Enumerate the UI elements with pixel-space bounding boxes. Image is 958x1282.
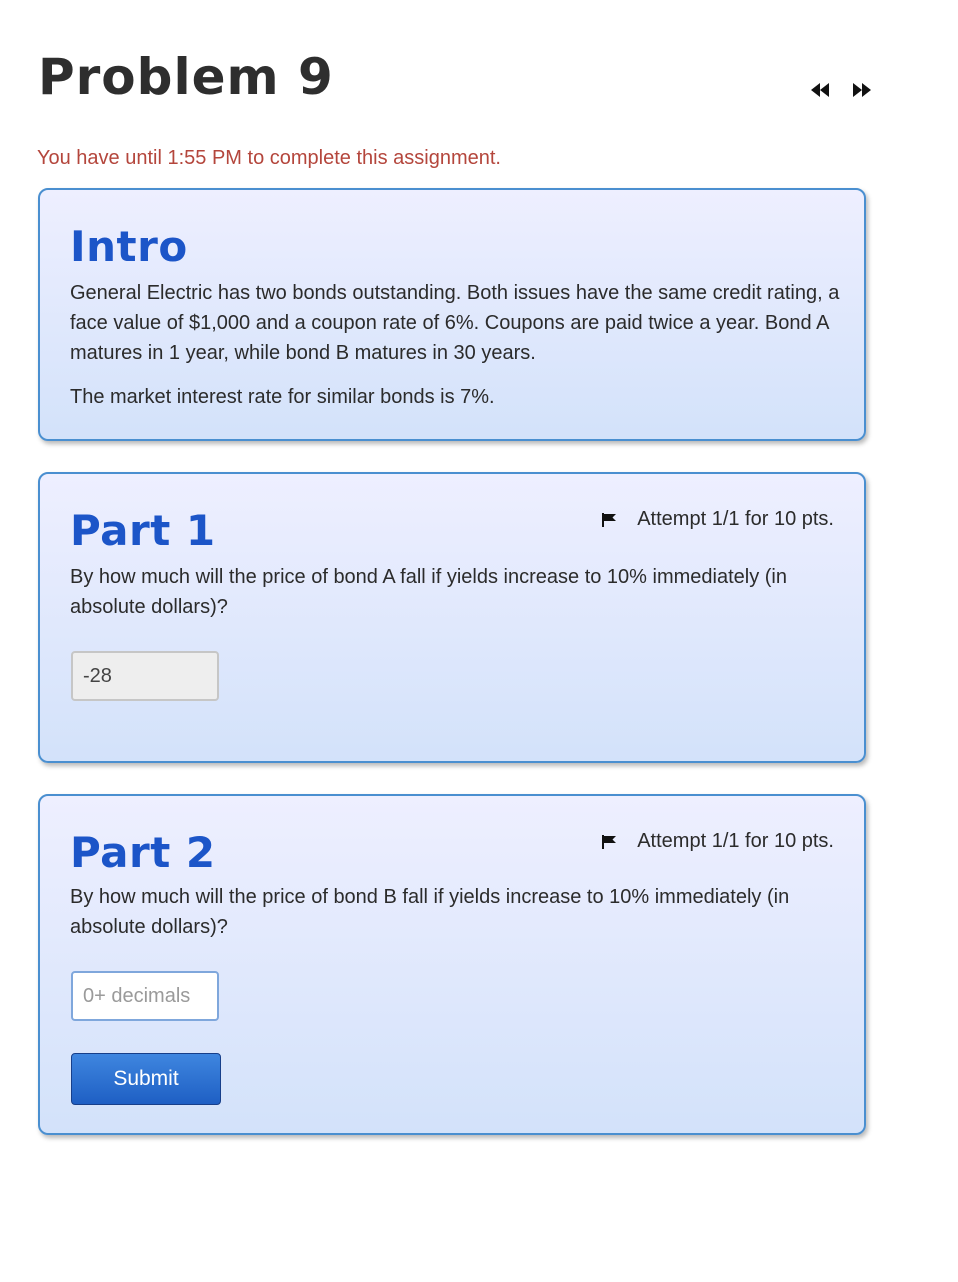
intro-paragraph: General Electric has two bonds outstanding. Both issues have the same credit rating, a face value of $1,000 and a coupon rate of 6%. Coupons are paid twice a year. Bond A matures in 1 year, while bond B matures in 30 years. <box>70 282 840 364</box>
part1-card <box>38 472 866 763</box>
deadline-notice: You have until 1:55 PM to complete this assignment. <box>37 147 501 169</box>
part2-question: By how much will the price of bond B fall if yields increase to 10% immediately (in absolute dollars)? <box>70 886 790 938</box>
flag-icon[interactable] <box>601 834 617 850</box>
rewind-icon[interactable] <box>810 82 830 98</box>
intro-market-rate: The market interest rate for similar bonds is 7%. <box>70 386 495 408</box>
part2-card <box>38 794 866 1135</box>
problem-navigation <box>810 82 872 98</box>
page-title: Problem 9 <box>38 48 334 106</box>
fast-forward-icon[interactable] <box>852 82 872 98</box>
intro-card <box>38 188 866 441</box>
part1-attempt-info <box>601 508 834 531</box>
part2-heading: Part 2 <box>70 828 216 877</box>
part1-heading: Part 1 <box>70 506 216 555</box>
part1-question: By how much will the price of bond A fall if yields increase to 10% immediately (in absolute dollars)? <box>70 566 788 618</box>
part1-answer-field: -28 <box>71 651 219 701</box>
submit-button[interactable]: Submit <box>71 1053 221 1105</box>
intro-heading: Intro <box>70 222 188 271</box>
part2-answer-input[interactable] <box>71 971 219 1021</box>
part1-attempt-label: Attempt 1/1 for 10 pts. <box>637 508 834 530</box>
flag-icon[interactable] <box>601 512 617 528</box>
part2-attempt-info <box>601 830 834 853</box>
part2-attempt-label: Attempt 1/1 for 10 pts. <box>637 830 834 852</box>
